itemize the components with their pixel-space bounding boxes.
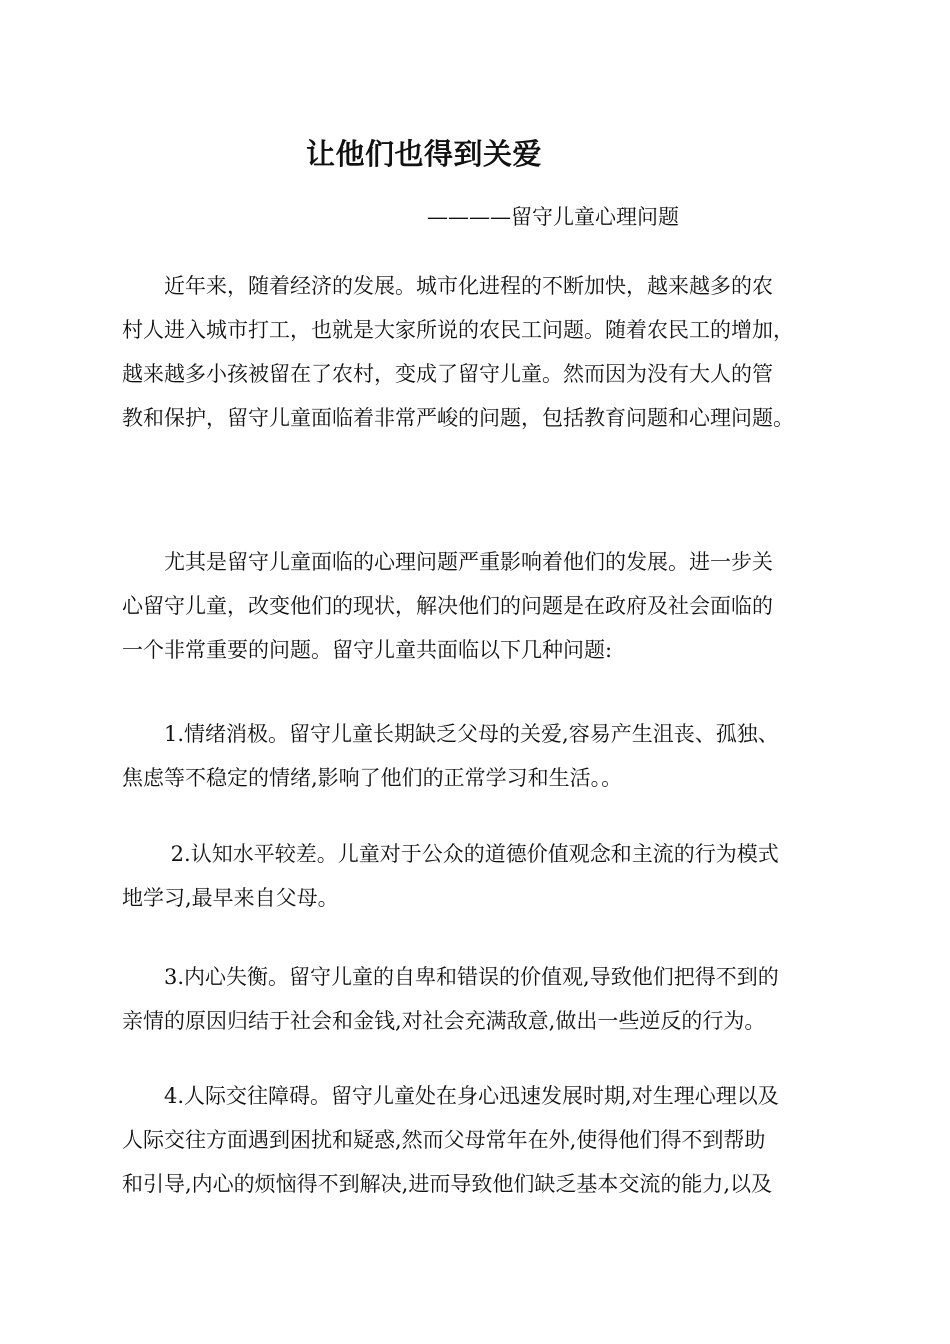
- paragraph-item-4: [122, 1074, 842, 1206]
- text-line: 2.认知水平较差。儿童对于公众的道德价值观念和主流的行为模式: [122, 842, 779, 866]
- text-line: 4.人际交往障碍。留守儿童处在身心迅速发展时期,对生理心理以及: [122, 1084, 779, 1108]
- text-line: 尤其是留守儿童面临的心理问题严重影响着他们的发展。进一步关: [122, 550, 773, 574]
- text-line: 心留守儿童，改变他们的现状，解决他们的问题是在政府及社会面临的: [122, 594, 773, 618]
- text-line: 越来越多小孩被留在了农村，变成了留守儿童。然而因为没有大人的管: [122, 362, 773, 386]
- text-line: 近年来，随着经济的发展。城市化进程的不断加快，越来越多的农: [122, 274, 773, 298]
- paragraph-item-1: [122, 712, 842, 800]
- text-line: 教和保护，留守儿童面临着非常严峻的问题，包括教育问题和心理问题。: [122, 406, 794, 430]
- text-line: 焦虑等不稳定的情绪,影响了他们的正常学习和生活。。: [122, 766, 623, 790]
- paragraph-item-3: [122, 955, 842, 1043]
- text-line: 一个非常重要的问题。留守儿童共面临以下几种问题:: [122, 638, 613, 662]
- paragraph-intro: [122, 264, 842, 440]
- text-line: 人际交往方面遇到困扰和疑惑,然而父母常年在外,使得他们得不到帮助: [122, 1128, 766, 1152]
- text-line: 3.内心失衡。留守儿童的自卑和错误的价值观,导致他们把得不到的: [122, 965, 779, 989]
- text-line: 亲情的原因归结于社会和金钱,对社会充满敌意,做出一些逆反的行为。: [122, 1009, 766, 1033]
- text-line: 和引导,内心的烦恼得不到解决,进而导致他们缺乏基本交流的能力,以及: [122, 1172, 773, 1196]
- document-subtitle: ————留守儿童心理问题: [427, 205, 679, 229]
- text-line: 1.情绪消极。留守儿童长期缺乏父母的关爱,容易产生沮丧、孤独、: [122, 722, 779, 746]
- paragraph-item-2: [122, 832, 842, 920]
- text-line: 村人进入城市打工，也就是大家所说的农民工问题。随着农民工的增加，: [122, 318, 794, 342]
- document-title: 让他们也得到关爱: [306, 137, 543, 171]
- text-line: 地学习,最早来自父母。: [122, 886, 339, 910]
- paragraph-psychology: [122, 540, 842, 672]
